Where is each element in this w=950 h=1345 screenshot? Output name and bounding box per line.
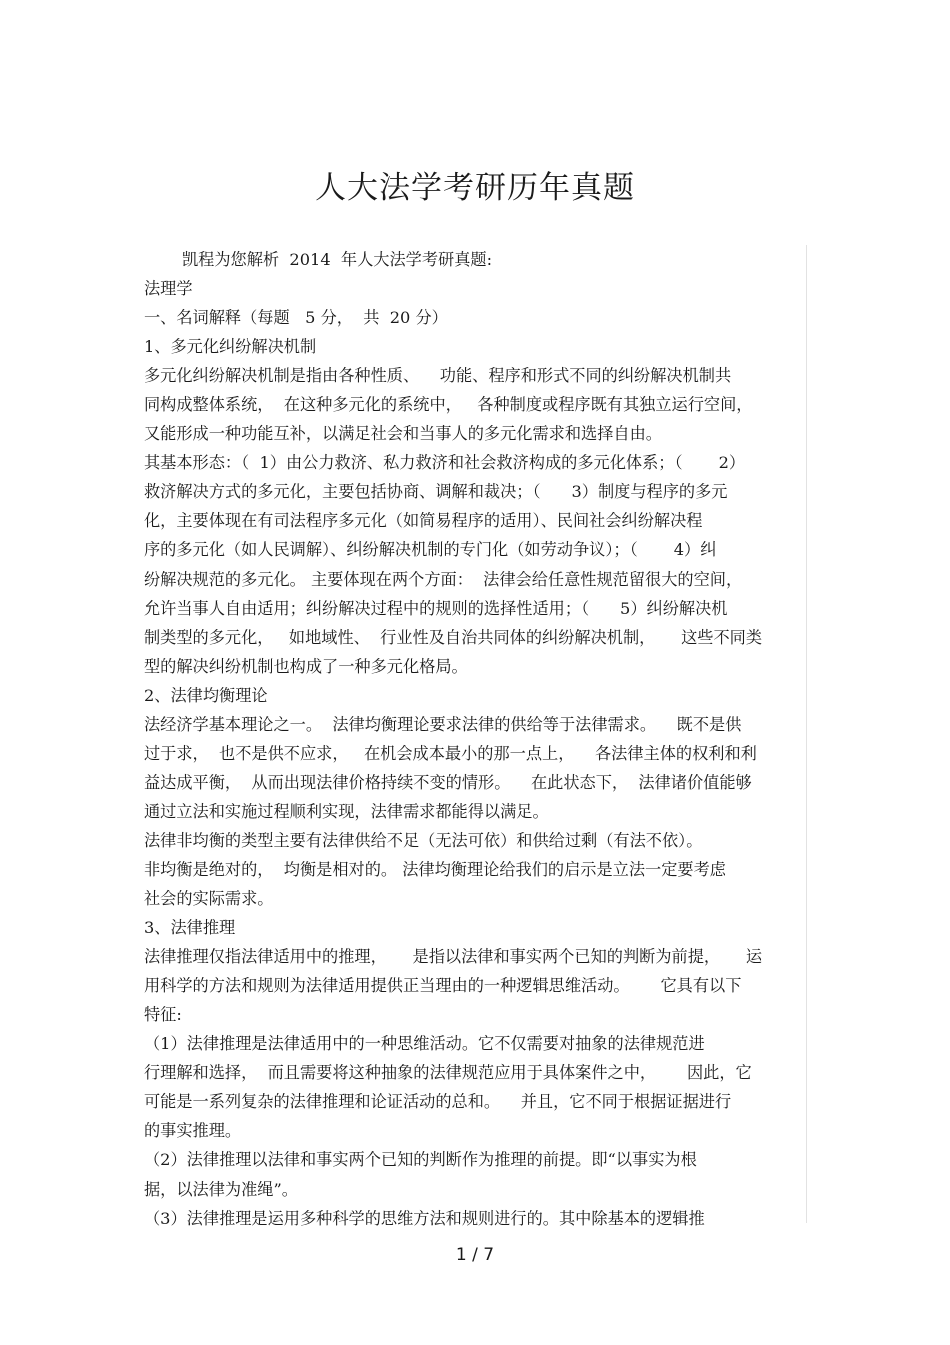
- text-line: 非均衡是绝对的， 均衡是相对的。 法律均衡理论给我们的启示是立法一定要考虑: [144, 859, 726, 879]
- text-line: 可能是一系列复杂的法律推理和论证活动的总和。 并且，它不同于根据证据进行: [144, 1092, 732, 1112]
- intro-line: 凯程为您解析 2014 年人大法学考研真题:: [182, 250, 493, 269]
- text-line: 制类型的多元化， 如地域性、 行业性及自治共同体的纠纷解决机制， 这些不同类: [144, 627, 763, 647]
- text-line: 法经济学基本理论之一。 法律均衡理论要求法律的供给等于法律需求。 既不是供: [144, 714, 742, 734]
- page-number: 1 / 7: [455, 1245, 495, 1265]
- section-heading: 一、名词解释（每题 5 分， 共 20 分）: [144, 308, 448, 328]
- text-line: 其基本形态：（ 1）由公力救济、私力救济和社会救济构成的多元化体系；（ 2）: [144, 453, 746, 473]
- text-line: 允许当事人自由适用；纠纷解决过程中的规则的选择性适用；（ 5）纠纷解决机: [144, 598, 728, 618]
- text-line: 同构成整体系统， 在这种多元化的系统中， 各种制度或程序既有其独立运行空间，: [144, 395, 753, 415]
- text-line: （1）法律推理是法律适用中的一种思维活动。它不仅需要对抽象的法律规范进: [144, 1034, 705, 1054]
- text-line: 过于求， 也不是供不应求， 在机会成本最小的那一点上， 各法律主体的权利和利: [144, 743, 757, 763]
- text-line: 多元化纠纷解决机制是指由各种性质、 功能、程序和形式不同的纠纷解决机制共: [144, 366, 732, 386]
- text-line: 行理解和选择， 而且需要将这种抽象的法律规范应用于具体案件之中， 因此，它: [144, 1063, 752, 1083]
- text-line: 特征:: [144, 1005, 182, 1025]
- subject-heading: 法理学: [144, 279, 193, 299]
- text-line: 法律非均衡的类型主要有法律供给不足（无法可依）和供给过剩（有法不依）。: [144, 830, 703, 850]
- text-line: 据，以法律为准绳”。: [144, 1179, 298, 1199]
- document-body: [144, 245, 807, 1228]
- text-line: 法律推理仅指法律适用中的推理， 是指以法律和事实两个已知的判断为前提， 运: [144, 947, 763, 967]
- text-line: 通过立法和实施过程顺利实现，法律需求都能得以满足。: [144, 801, 549, 821]
- text-line: 的事实推理。: [144, 1121, 242, 1141]
- text-line: 化，主要体现在有司法程序多元化（如简易程序的适用）、民间社会纠纷解决程: [144, 511, 703, 531]
- text-line: 序的多元化（如人民调解）、纠纷解决机制的专门化（如劳动争议）；（ 4）纠: [144, 540, 717, 560]
- text-line: 型的解决纠纷机制也构成了一种多元化格局。: [144, 656, 468, 676]
- text-line: 救济解决方式的多元化，主要包括协商、调解和裁决；（ 3）制度与程序的多元: [144, 482, 728, 502]
- term-heading: 3、法律推理: [144, 918, 236, 938]
- term-heading: 2、法律均衡理论: [144, 685, 268, 705]
- text-line: 社会的实际需求。: [144, 889, 274, 909]
- text-line: 益达成平衡， 从而出现法律价格持续不变的情形。 在此状态下， 法律诸价值能够: [144, 772, 752, 792]
- page-title: 人大法学考研历年真题: [315, 170, 635, 206]
- text-line: 纷解决规范的多元化。 主要体现在两个方面： 法律会给任意性规范留很大的空间，: [144, 569, 743, 589]
- term-heading: 1、多元化纠纷解决机制: [144, 337, 317, 357]
- text-line: 又能形成一种功能互补，以满足社会和当事人的多元化需求和选择自由。: [144, 424, 662, 444]
- text-line: （2）法律推理以法律和事实两个已知的判断作为推理的前提。即“以事实为根: [144, 1150, 697, 1170]
- text-line: 用科学的方法和规则为法律适用提供正当理由的一种逻辑思维活动。 它具有以下: [144, 976, 742, 996]
- text-line: （3）法律推理是运用多种科学的思维方法和规则进行的。其中除基本的逻辑推: [144, 1208, 705, 1228]
